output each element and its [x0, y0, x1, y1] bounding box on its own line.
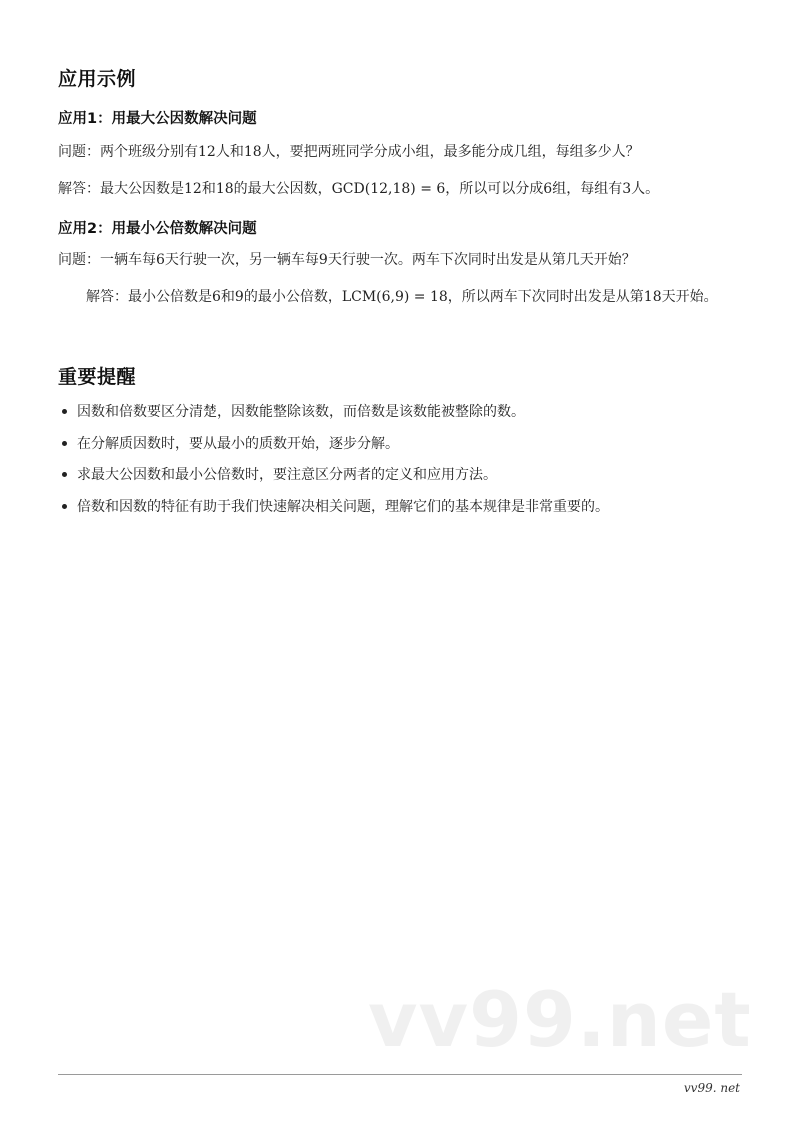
reminder-item: [58, 433, 609, 465]
app1-heading: 应用1：用最大公因数解决问题: [58, 111, 257, 127]
section-title-reminders: 重要提醒: [58, 366, 137, 388]
footer-divider: [58, 1074, 742, 1075]
bullet-icon: [62, 472, 67, 477]
app1-answer: 解答：最大公因数是12和18的最大公因数，GCD(12,18) = 6，所以可以分成6组，每组有3人。: [58, 181, 660, 197]
reminder-text: 因数和倍数要区分清楚，因数能整除该数，而倍数是该数能被整除的数。: [77, 404, 525, 420]
reminder-text: 倍数和因数的特征有助于我们快速解决相关问题，理解它们的基本规律是非常重要的。: [77, 498, 609, 515]
bullet-icon: [62, 409, 67, 414]
reminder-list: [58, 401, 609, 527]
reminder-item: [58, 401, 609, 433]
app2-question: 问题：一辆车每6天行驶一次，另一辆车每9天行驶一次。两车下次同时出发是从第几天开始？: [58, 252, 636, 268]
footer-site-label: vv99. net: [683, 1081, 740, 1095]
app1-question: 问题：两个班级分别有12人和18人，要把两班同学分成小组，最多能分成几组，每组多少人？: [58, 144, 640, 160]
reminder-item: [58, 464, 609, 496]
app2-answer: 解答：最小公倍数是6和9的最小公倍数，LCM(6,9) = 18，所以两车下次同时出发是从第18天开始。: [86, 289, 718, 305]
reminder-text: 求最大公因数和最小公倍数时，要注意区分两者的定义和应用方法。: [77, 467, 497, 483]
app2-heading: 应用2：用最小公倍数解决问题: [58, 221, 257, 237]
section-title-examples: 应用示例: [58, 68, 137, 90]
reminder-item: [58, 496, 609, 528]
reminder-text: 在分解质因数时，要从最小的质数开始，逐步分解。: [77, 435, 399, 452]
bullet-icon: [62, 441, 67, 446]
bullet-icon: [62, 504, 67, 509]
watermark: vv99.net: [368, 975, 752, 1064]
